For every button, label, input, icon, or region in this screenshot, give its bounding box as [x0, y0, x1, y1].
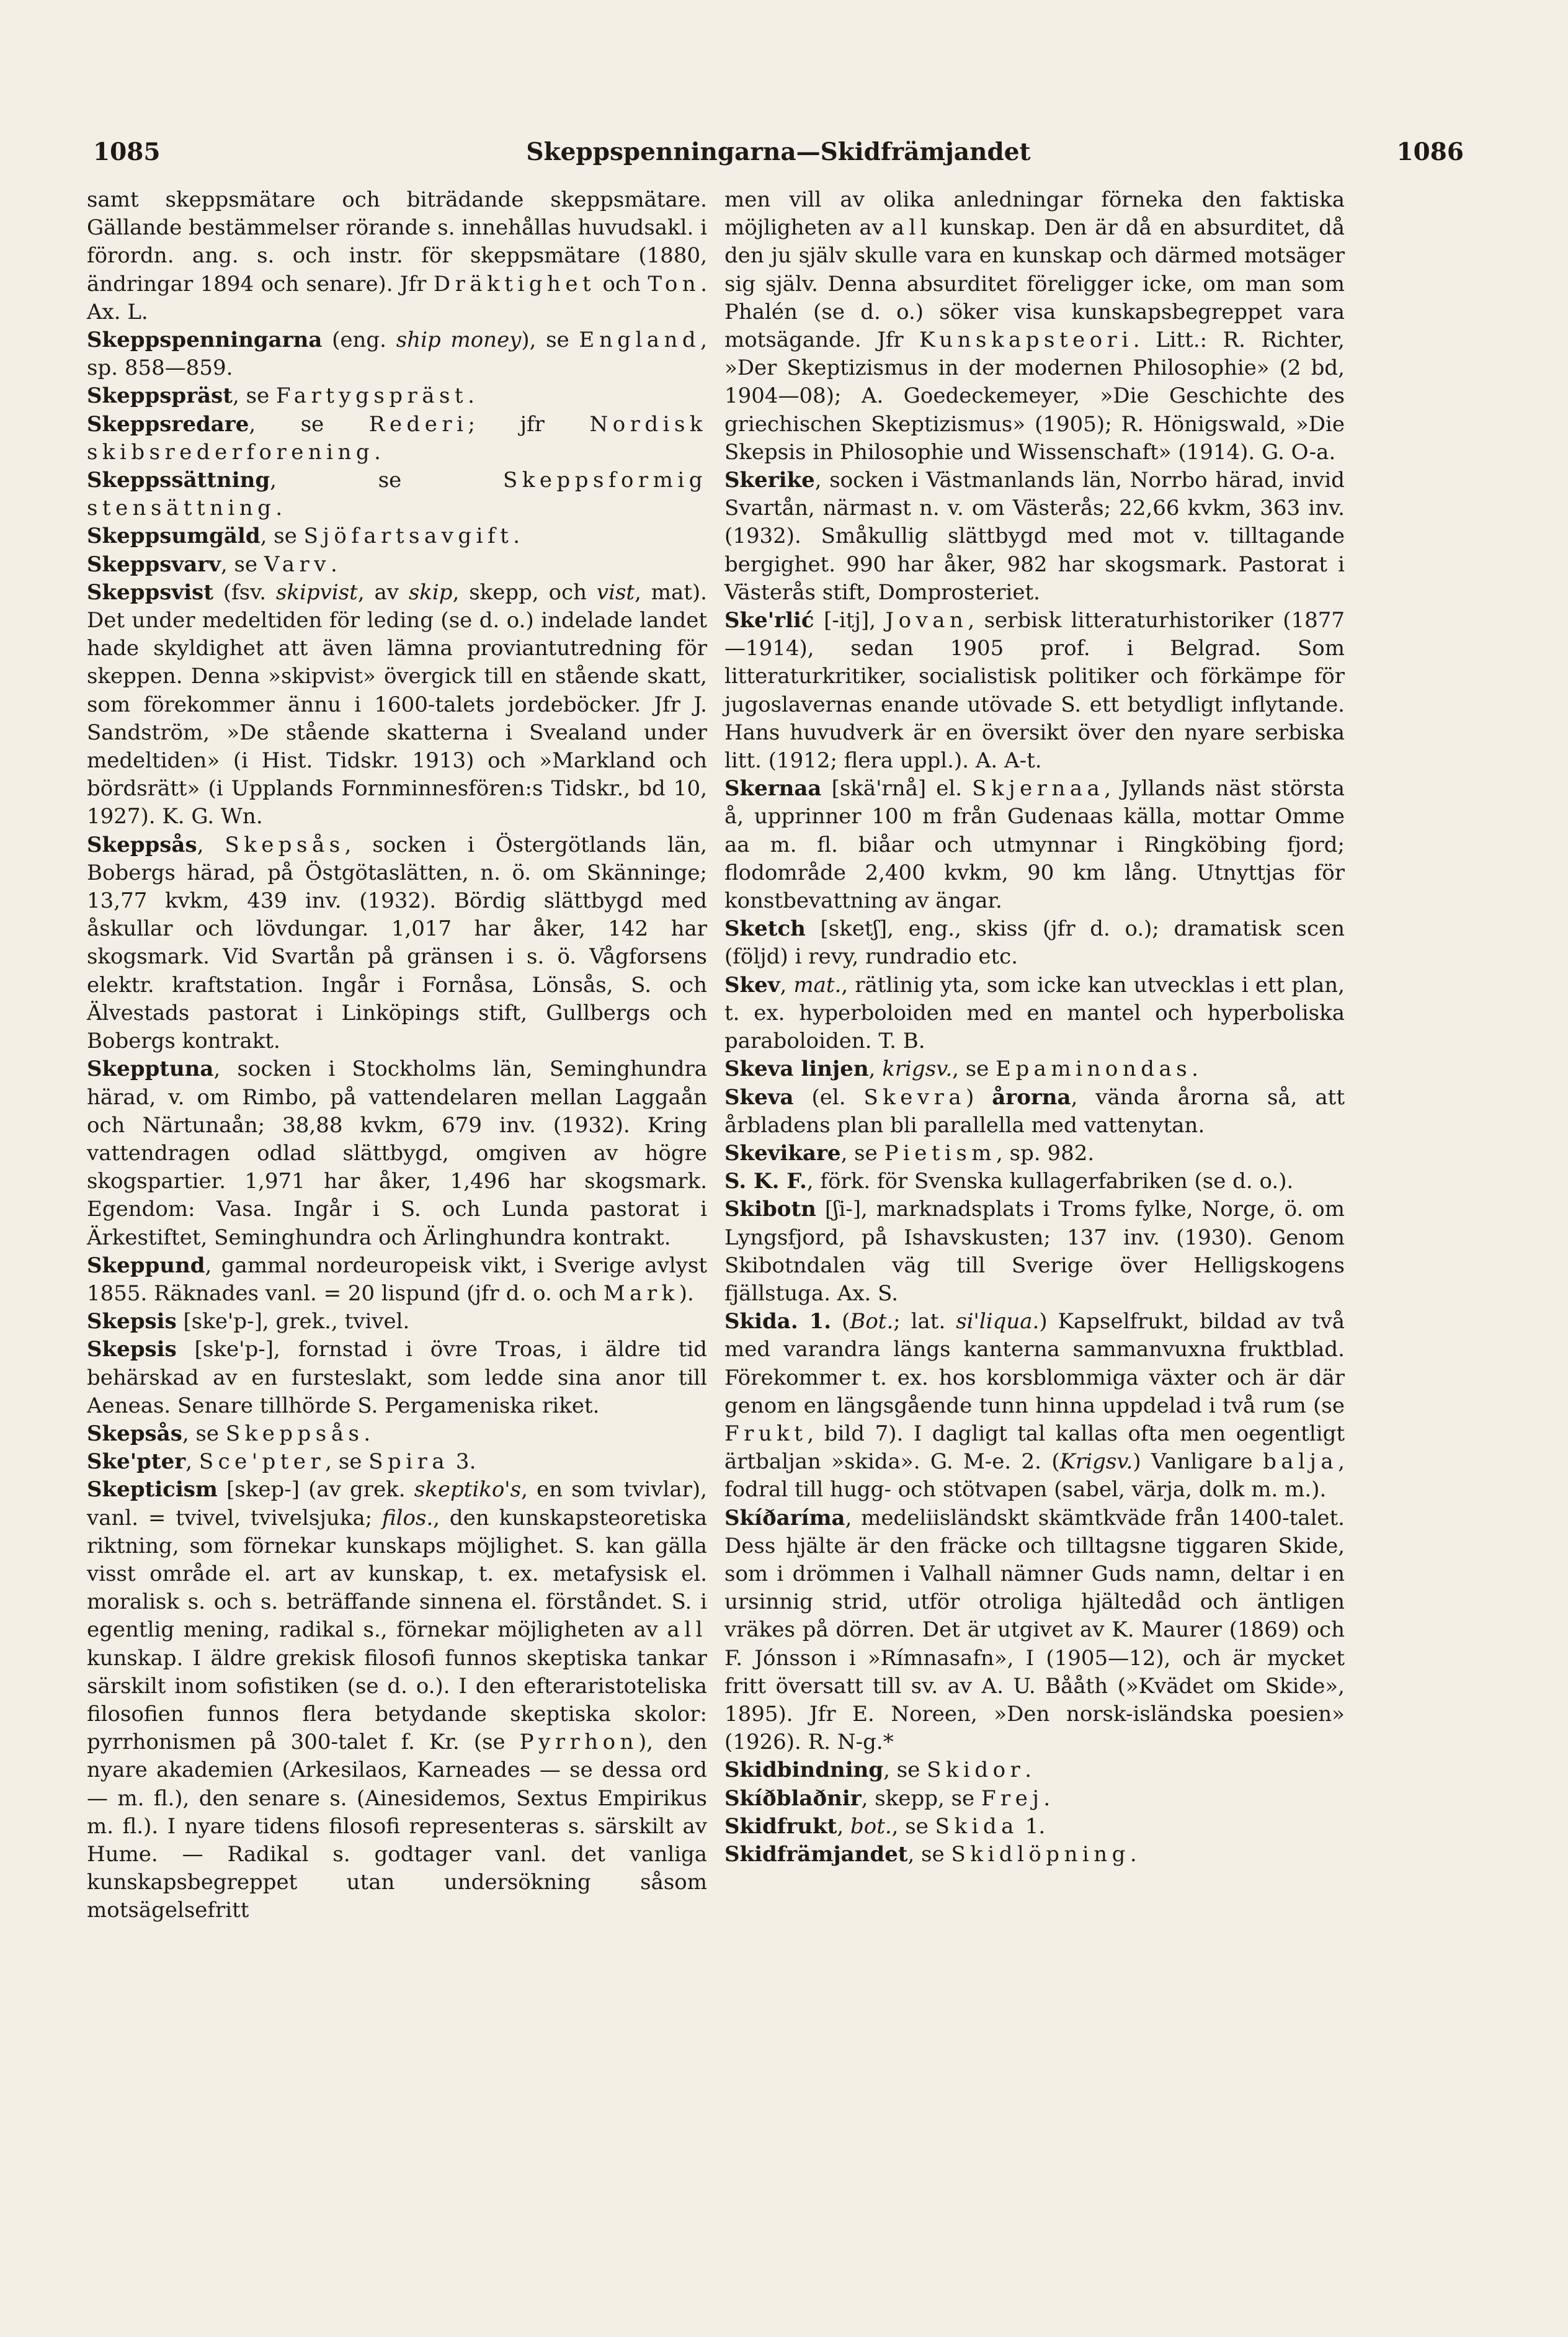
entry-text: , se [840, 1140, 884, 1166]
entry-text: , [780, 972, 794, 998]
entry-text: , förk. för Svenska kullagerfabriken (se d. o.). [806, 1169, 1294, 1194]
entry-text: . [374, 439, 381, 465]
entry-headword: årorna [992, 1084, 1071, 1110]
dictionary-entry [87, 411, 707, 467]
entry-text: kunskap. I äldre grekisk filosofi funnos skeptiska tankar särskilt inom sofistiken (se d. o.). I den efteraristoteliska filosofien funnos flera betydande skeptiska skolor: pyrrhonismen på 300-talet f. Kr. (se [87, 1645, 707, 1755]
entry-text: , gammal nordeuropeisk vikt, i Sverige avlyst 1855. Räknades vanl. = 20 lispund (jfr d. o. och [87, 1253, 707, 1306]
cross-reference: Rederi [368, 411, 468, 437]
entry-text: . [468, 383, 474, 409]
dictionary-entry [87, 1055, 707, 1251]
entry-headword: Skepsås [87, 1421, 182, 1446]
entry-text: , vända årorna så, att årbladens plan bli parallella med vattenytan. [724, 1084, 1345, 1138]
entry-text: . [1129, 1841, 1137, 1867]
entry-text: [ʃi-], marknadsplats i Troms fylke, Norge, ö. om Lyngsfjord, på Ishavskusten; 137 inv. (1930). Genom Skibotndalen väg till Sverige över Helligskogens fjällstuga. Ax. S. [724, 1197, 1345, 1306]
entry-text: kunskap. Den är då en absurditet, då den ju själv skulle vara en kunskap och därmed motsäger sig själv. Denna absurditet föreligger icke, om man som Phalén (se d. o.) söker visa kunskapsbegreppet vara motsägande. Jfr [724, 215, 1345, 353]
entry-text: krigsv. [882, 1057, 953, 1082]
entry-headword: Skíðblaðnir [724, 1785, 862, 1811]
entry-headword: Skeppund [87, 1253, 205, 1278]
cross-reference: Pietism [884, 1140, 997, 1166]
dictionary-entry [724, 1084, 1345, 1140]
entry-headword: Sketch [724, 916, 806, 942]
entry-headword: Skeva linjen [724, 1057, 869, 1082]
entry-text: , [185, 1449, 199, 1475]
entry-text: bot. [850, 1813, 892, 1839]
entry-headword: Skibotn [724, 1197, 816, 1222]
entry-headword: Skeppsvist [87, 579, 213, 605]
cross-reference: Skidor [927, 1758, 1025, 1783]
dictionary-entry [724, 775, 1345, 915]
entry-text: skip [408, 579, 453, 605]
entry-headword: Skepptuna [87, 1057, 214, 1082]
entry-headword: Skidfrukt [724, 1813, 837, 1839]
entry-text: ) Vanligare [1133, 1449, 1263, 1475]
entry-text: , [197, 832, 225, 857]
cross-reference: all [891, 215, 932, 241]
entry-text: , den kunskapsteoretiska riktning, som förnekar kunskaps möjlighet. S. kan gälla visst område el. art av kunskap, t. ex. metafysisk el. moralisk s. och s. beträffande sinnena el. förståndet. S. i egentlig mening, radikal s., förnekar möjligheten av [87, 1505, 708, 1643]
entry-headword: Skeppsredare [87, 411, 249, 437]
cross-reference: Skevra [863, 1084, 966, 1110]
dictionary-entry [724, 1195, 1345, 1308]
entry-text: . [1192, 1057, 1198, 1082]
entry-text: [skä'rnå] el. [821, 776, 973, 802]
dictionary-entry [724, 1168, 1345, 1195]
entry-text: . [1025, 1758, 1032, 1783]
entry-text: si'liqua. [956, 1309, 1040, 1334]
cross-reference: balja [1263, 1449, 1339, 1475]
entry-headword: Skeva [724, 1084, 794, 1110]
entry-text: [sketʃ], eng., skiss (jfr d. o.); dramatisk scen (följd) i revy, rundradio etc. [724, 916, 1345, 970]
cross-reference: Fartygspräst [276, 383, 468, 409]
cross-reference: Epaminondas [996, 1057, 1192, 1082]
dictionary-entry [87, 1252, 707, 1308]
entry-text: skeptiko's [414, 1477, 522, 1503]
entry-text: , rätlinig yta, som icke kan utvecklas i ett plan, t. ex. hyperboloiden med en mantel och hyperboliska paraboloiden. T. B. [724, 972, 1345, 1054]
entry-text: ). [679, 1280, 694, 1306]
entry-text: , socken i Östergötlands län, Bobergs härad, på Östgötaslätten, n. ö. om Skänninge; 13,77 kvkm, 439 inv. (1932). Bördig slättbygd med åskullar och lövdungar. 1,017 har åker, 142 har skogsmark. Vid Svartån på gränsen i s. ö. Vågforsens elektr. kraftstation. Ingår i Fornåsa, Lönsås, S. och Älvestads pastorat i Linköpings stift, Gullbergs och Bobergs kontrakt. [87, 832, 707, 1054]
dictionary-entry [87, 467, 707, 522]
dictionary-entry [87, 1476, 707, 1924]
entry-text: , en som tvivlar), vanl. = tvivel, tvivelsjuka; [87, 1477, 707, 1530]
cross-reference: Spira [368, 1449, 450, 1475]
entry-text: . Litt.: R. Richter, »Der Skeptizismus in der modernen Philosophie» (2 bd, 1904—08); A. Goedeckemeyer, »Die Geschichte des griechischen Skeptizismus» (1905); R. Hönigswald, »Die Skepsis in Philosophie und Wissenschaft» (1914). G. O-a. [724, 328, 1345, 465]
entry-text: mat. [793, 972, 842, 998]
dictionary-entry [724, 1308, 1345, 1504]
dictionary-entry [724, 1785, 1345, 1813]
entry-text: . [363, 1421, 371, 1446]
entry-text: 1. [1018, 1813, 1046, 1839]
dictionary-entry [87, 831, 707, 1056]
entry-text: ; jfr [468, 411, 590, 437]
entry-text: skipvist [275, 579, 358, 605]
entry-headword: Skeppssättning [87, 468, 270, 493]
entry-text: vist [596, 579, 635, 605]
entry-text: , se [233, 383, 276, 409]
entry-text: . [1043, 1785, 1051, 1811]
dictionary-entry [724, 972, 1345, 1056]
dictionary-entry [724, 467, 1345, 607]
entry-text: ) [966, 1084, 992, 1110]
entry-text: , Jyllands näst största å, upprinner 100 m från Gudenaas källa, mottar Omme aa m. fl. biåar och utmynnar i Ringköbing fjord; flodområde 2,400 kvkm, 90 km lång. Utnyttjas för konstbevattning av ängar. [724, 776, 1345, 914]
dictionary-entry [724, 1756, 1345, 1784]
entry-text: samt skeppsmätare och biträdande skeppsmätare. Gällande bestämmelser rörande s. innehållas huvudsakl. i förordn. ang. s. och instr. för skeppsmätare (1880, ändringar 1894 och senare). Jfr [87, 187, 707, 297]
entry-headword: S. K. F. [724, 1169, 807, 1194]
entry-text: [-itj], [814, 608, 886, 633]
entry-text: , sp. 858—859. [87, 328, 707, 381]
cross-reference: Ton [648, 271, 701, 297]
dictionary-entry [87, 186, 707, 326]
entry-text: , mat). Det under medeltiden för leding (se d. o.) indelade landet hade skyldighet att även lämna proviantutredning för skeppen. Denna »skipvist» övergick till en stående skatt, som förekommer ännu i 1600-talets jordeböcker. Jfr J. Sandström, »De stående skatterna i Svealand under medeltiden» (i Hist. Tidskr. 1913) och »Markland och bördsrätt» (i Upplands Fornminnesfören:s Tidskr., bd 10, 1927). K. G. Wn. [87, 579, 707, 829]
cross-reference: England [579, 328, 701, 353]
cross-reference: Skeppsås [225, 1421, 364, 1446]
entry-text: ) Kapselfrukt, bildad av två med varandra längs kanterna sammanvuxna fruktblad. Förekommer t. ex. hos korsblommiga växter och är där genom en längsgående tunn hinna uppdelad i två rum (se [724, 1309, 1345, 1418]
cross-reference: Skida [935, 1813, 1018, 1839]
entry-text: , av [357, 579, 409, 605]
cross-reference: Dräktighet [433, 271, 596, 297]
dictionary-entry [87, 522, 707, 550]
running-title: Skeppspenningarna—Skidfrämjandet [526, 138, 1031, 166]
entry-text: (fsv. [213, 579, 276, 605]
entry-text: och [595, 271, 648, 297]
entry-text: Bot. [850, 1309, 894, 1334]
dictionary-entry [724, 186, 1345, 467]
entry-text: , se [907, 1841, 951, 1867]
cross-reference: Skidlöpning [951, 1841, 1130, 1867]
entry-headword: Skeppsumgäld [87, 524, 261, 549]
entry-text: Krigsv. [1059, 1449, 1133, 1475]
entry-headword: Skidfrämjandet [724, 1841, 908, 1867]
entry-text: , [868, 1057, 883, 1082]
entry-text: , sp. 982. [996, 1140, 1095, 1166]
left-page-number: 1085 [93, 138, 161, 166]
entry-headword: Skeppsvarv [87, 552, 221, 577]
entry-text: , se [270, 468, 504, 493]
entry-text: , medeliisländskt skämtkväde från 1400-talet. Dess hjälte är den fräcke och tilltagsne tiggaren Skide, som i drömmen i Valhall nämner Guds namn, deltar i en ursinnig strid, utför otroliga hjältedåd och äntligen vräkes på dörren. Det är utgivet av K. Maurer (1869) och F. Jónsson i »Rímnasafn», I (1905—12), och är mycket fritt översatt till sv. av A. U. Bååth (»Kvädet om Skide», 1895). Jfr E. Noreen, »Den norsk-isländska poesien» (1926). R. N-g.* [724, 1505, 1345, 1755]
entry-text: filos. [381, 1505, 434, 1530]
entry-headword: Skevikare [724, 1140, 841, 1166]
entry-text: , socken i Stockholms län, Seminghundra härad, v. om Rimbo, på vattendelaren mellan Laggaån och Närtunaån; 38,88 kvkm, 679 inv. (1932). Kring vattendragen odlad slättbygd, omgiven av högre skogspartier. 1,971 har åker, 1,496 har skogsmark. Egendom: Vasa. Ingår i S. och Lunda pastorat i Ärkestiftet, Seminghundra och Ärlinghundra kontrakt. [87, 1057, 707, 1250]
page-header [93, 138, 1464, 175]
right-page-number: 1086 [1396, 138, 1464, 166]
entry-text: . [275, 496, 283, 521]
dictionary-entry [724, 1813, 1345, 1841]
entry-headword: Skepsis [87, 1337, 177, 1362]
entry-text: ), se [521, 328, 579, 353]
dictionary-entry [724, 607, 1345, 775]
dictionary-entry [724, 1055, 1345, 1083]
entry-text: , serbisk litteraturhistoriker (1877—1914), sedan 1905 prof. i Belgrad. Som litteraturkritiker, socialistisk politiker och förkämpe för jugoslavernas enande utövade S. ett betydligt inflytande. Hans huvudverk är en översikt över den nyare serbiska litt. (1912; flera uppl.). A. A-t. [724, 608, 1345, 774]
entry-text: (el. [793, 1084, 864, 1110]
cross-reference: Pyrrhon [519, 1730, 639, 1755]
entry-headword: Skeppspenningarna [87, 328, 323, 353]
cross-reference: Sce'pter [198, 1449, 326, 1475]
entry-headword: Skeppsås [87, 832, 197, 857]
dictionary-entry [87, 326, 707, 382]
entry-headword: Skepticism [87, 1477, 218, 1503]
entry-headword: Skev [724, 972, 780, 998]
entry-text: , se [891, 1813, 935, 1839]
entry-headword: Skida. 1. [724, 1309, 832, 1334]
entry-text: , se [952, 1057, 996, 1082]
entry-headword: Ske'pter [87, 1449, 186, 1475]
cross-reference: Mark [603, 1280, 679, 1306]
cross-reference: Jovan [885, 608, 968, 633]
entry-text: , se [182, 1421, 226, 1446]
dictionary-entry [87, 1448, 707, 1476]
cross-reference: Skjernaa [972, 776, 1105, 802]
entry-text: men vill av olika anledningar förneka den faktiska möjligheten av [724, 187, 1345, 241]
entry-text: [ske'p-], grek., tvivel. [176, 1309, 410, 1334]
entry-text: ship money [396, 328, 522, 353]
dictionary-entry [724, 1841, 1345, 1869]
dictionary-entry [87, 382, 707, 410]
entry-text: , se [260, 524, 304, 549]
entry-text: , [837, 1813, 850, 1839]
dictionary-entry [724, 915, 1345, 971]
entry-text: , se [249, 411, 369, 437]
entry-text: . Ax. L. [87, 271, 707, 324]
entry-text: [ske'p-], fornstad i övre Troas, i äldre tid behärskad av en fursteslakt, som ledde sina anor till Aeneas. Senare tillhörde S. Pergameniska riket. [87, 1337, 707, 1418]
entry-text: ), den nyare akademien (Arkesilaos, Karneades — se dessa ord — m. fl.), den senare s. (Ainesidemos, Sextus Empirikus m. fl.). I nyare tidens filosofi representeras s. särskilt av Hume. — Radikal s. godtager vanl. det vanliga kunskapsbegreppet utan undersökning såsom motsägelsefritt [87, 1730, 707, 1923]
dictionary-entry [87, 1308, 707, 1336]
entry-headword: Skidbindning [724, 1758, 884, 1783]
entry-text: . [330, 552, 337, 577]
entry-text: , se [883, 1758, 927, 1783]
entry-text: [skep-] (av grek. [217, 1477, 414, 1503]
dictionary-entry [87, 1336, 707, 1420]
entry-text: ( [831, 1309, 850, 1334]
cross-reference: Frej [981, 1785, 1044, 1811]
entry-headword: Skerike [724, 468, 815, 493]
entry-text: ; lat. [893, 1309, 956, 1334]
cross-reference: Nordisk skibsrederforening [87, 411, 707, 465]
entry-headword: Ske'rlić [724, 608, 814, 633]
entry-headword: Skernaa [724, 776, 822, 802]
cross-reference: Kunskapsteori [919, 328, 1133, 353]
entry-text: , se [220, 552, 264, 577]
cross-reference: Varv [264, 552, 331, 577]
dictionary-entry [724, 1504, 1345, 1757]
cross-reference: Skeppsformig stensättning [87, 468, 707, 521]
dictionary-entry [724, 1140, 1345, 1168]
left-column [87, 186, 707, 1925]
dictionary-entry [87, 1420, 707, 1448]
entry-headword: Skeppspräst [87, 383, 233, 409]
cross-reference: Frukt [724, 1421, 808, 1446]
entry-text: , bild 7). I dagligt tal kallas ofta men oegentligt ärtbaljan »skida». G. M-e. 2. ( [724, 1421, 1345, 1475]
right-column [724, 186, 1345, 1869]
entry-text: , socken i Västmanlands län, Norrbo härad, invid Svartån, närmast n. v. om Västerås; 22,66 kvkm, 363 inv. (1932). Småkullig slättbygd med mot v. tilltagande bergighet. 990 har åker, 982 har skogsmark. Pastorat i Västerås stift, Domprosteriet. [724, 468, 1345, 605]
entry-text: , fodral till hugg- och stötvapen (sabel, värja, dolk m. m.). [724, 1449, 1345, 1503]
cross-reference: Sjöfartsavgift [303, 524, 514, 549]
entry-headword: Skepsis [87, 1309, 177, 1334]
cross-reference: Skepsås [225, 832, 345, 857]
cross-reference: all [667, 1617, 707, 1643]
entry-text: , skepp, och [452, 579, 597, 605]
entry-text: , skepp, se [861, 1785, 981, 1811]
entry-text: , se [325, 1449, 369, 1475]
entry-text: (eng. [322, 328, 396, 353]
entry-headword: Skíðaríma [724, 1505, 845, 1530]
dictionary-entry [87, 579, 707, 831]
dictionary-entry [87, 551, 707, 579]
entry-text: 3. [449, 1449, 476, 1475]
entry-text: . [513, 524, 520, 549]
